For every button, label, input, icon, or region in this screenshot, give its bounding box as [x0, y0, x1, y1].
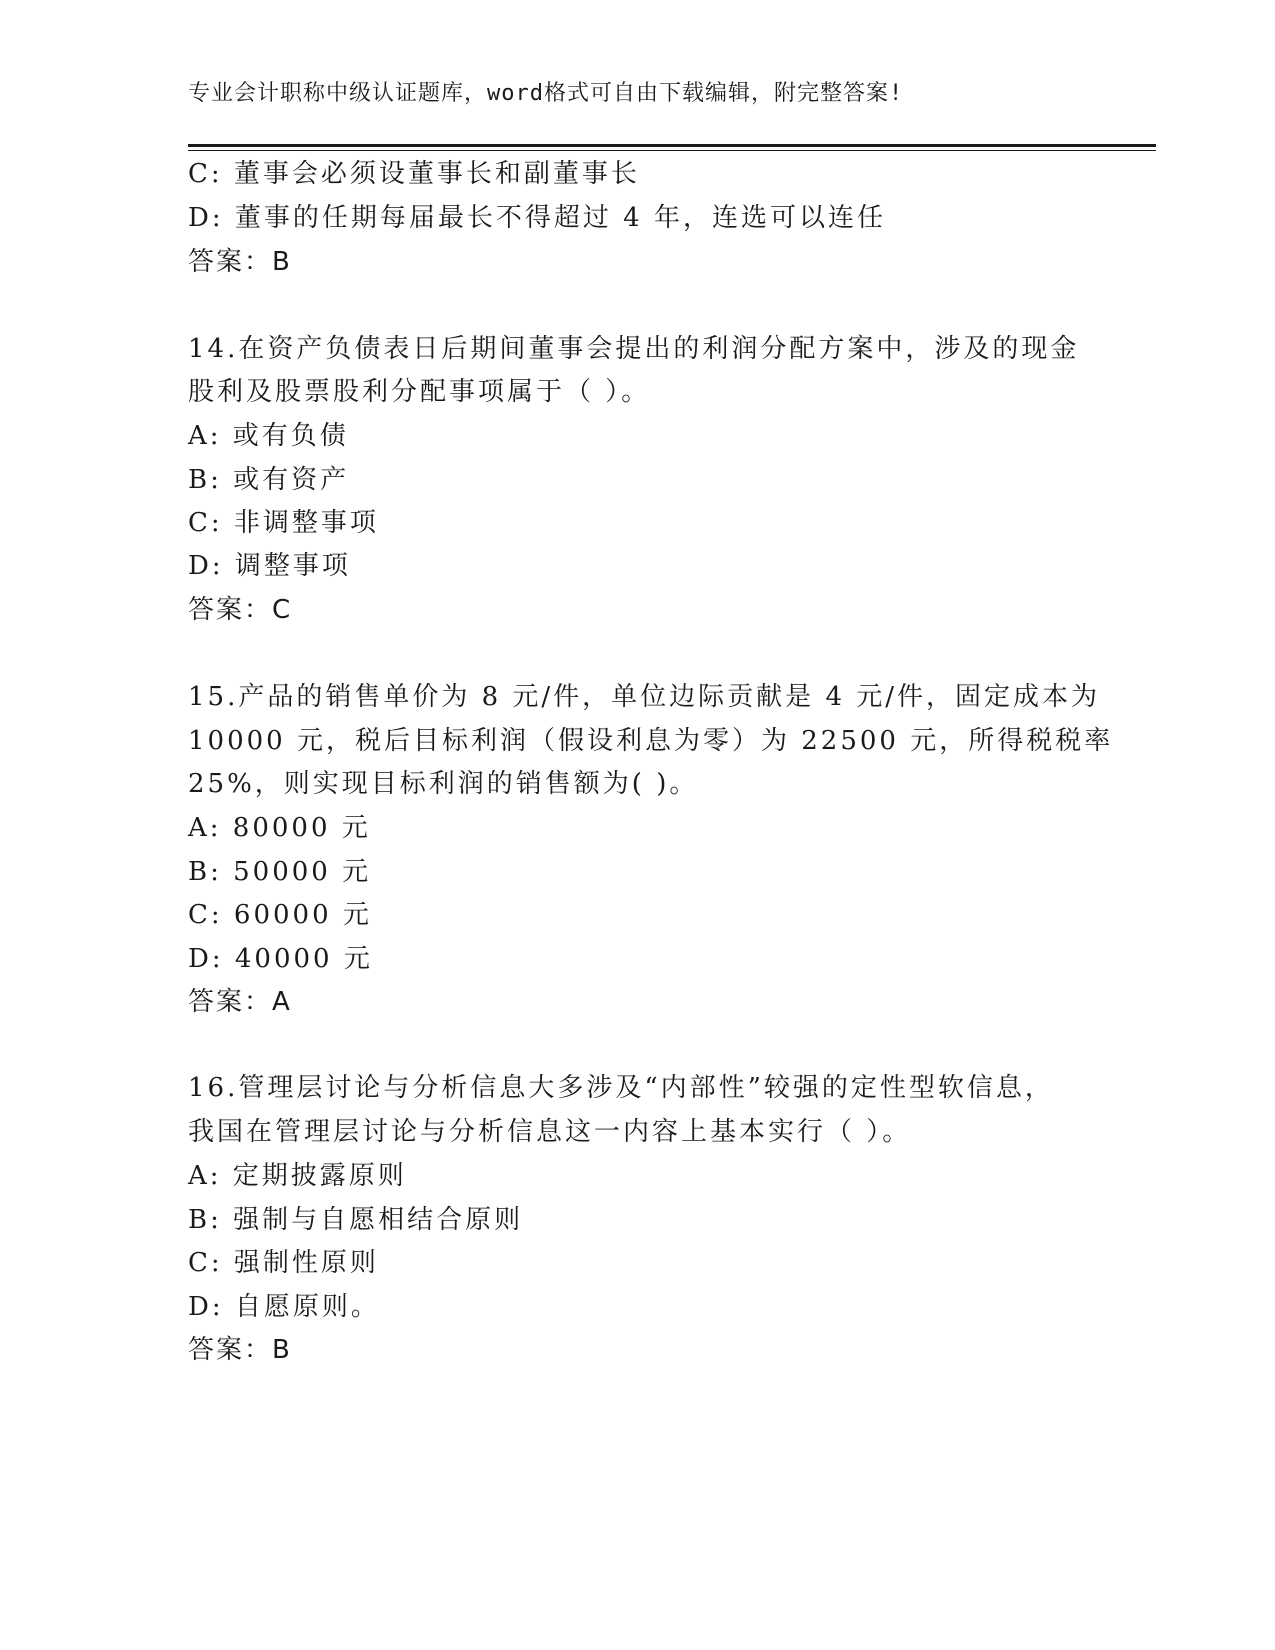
q16-stem-line2: 我国在管理层讨论与分析信息这一内容上基本实行（ ）。 [188, 1117, 912, 1147]
q15-option-c: C: 60000 元 [188, 900, 372, 930]
q15-stem-line2: 10000 元，税后目标利润（假设利息为零）为 22500 元，所得税税率 [188, 726, 1114, 756]
q14-answer: 答案：C [188, 595, 293, 625]
q16-option-b: B: 强制与自愿相结合原则 [188, 1205, 524, 1235]
q14-option-a: A: 或有负债 [188, 421, 349, 451]
q16-stem-line1: 16.管理层讨论与分析信息大多涉及“内部性”较强的定性型软信息， [188, 1073, 1054, 1103]
q14-stem-line2: 股利及股票股利分配事项属于（ ）。 [188, 377, 651, 407]
q14-option-b: B: 或有资产 [188, 465, 350, 495]
q16-answer: 答案：B [188, 1335, 292, 1365]
q13-answer: 答案：B [188, 247, 292, 277]
q15-option-d: D: 40000 元 [188, 944, 373, 974]
q14-option-d: D: 调整事项 [188, 551, 351, 581]
q16-option-d: D: 自愿原则。 [188, 1292, 380, 1322]
q16-option-c: C: 强制性原则 [188, 1248, 379, 1278]
page-header: 专业会计职称中级认证题库，word格式可自由下载编辑，附完整答案! [188, 81, 904, 106]
q15-option-a: A: 80000 元 [188, 813, 371, 843]
q16-option-a: A: 定期披露原则 [188, 1161, 407, 1191]
q15-option-b: B: 50000 元 [188, 857, 372, 887]
q15-stem-line3: 25%，则实现目标利润的销售额为( )。 [188, 769, 699, 799]
q13-option-c: C: 董事会必须设董事长和副董事长 [188, 159, 640, 189]
q13-option-d: D: 董事的任期每届最长不得超过 4 年，连选可以连任 [188, 203, 886, 233]
q15-answer: 答案：A [188, 987, 292, 1017]
q15-stem-line1: 15.产品的销售单价为 8 元/件，单位边际贡献是 4 元/件，固定成本为 [188, 682, 1101, 712]
q14-stem-line1: 14.在资产负债表日后期间董事会提出的利润分配方案中，涉及的现金 [188, 334, 1080, 364]
q14-option-c: C: 非调整事项 [188, 508, 379, 538]
header-rule-thick [188, 144, 1156, 147]
header-rule-thin [188, 150, 1156, 151]
